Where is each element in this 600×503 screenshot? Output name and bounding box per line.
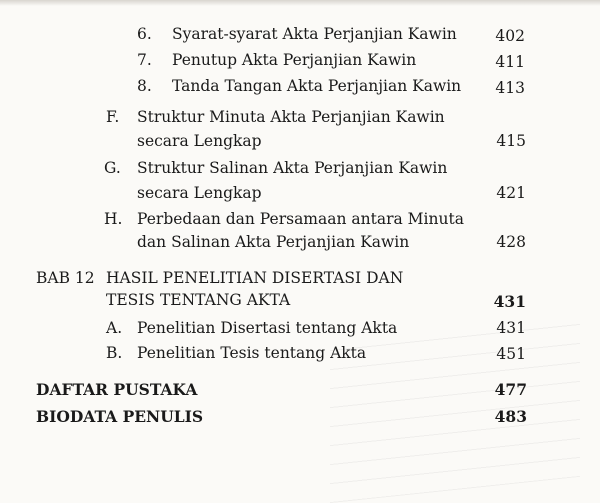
toc-item-letter: G. — [104, 159, 121, 177]
subitem-page: 431 — [496, 319, 526, 337]
subitem-page: 451 — [496, 345, 526, 363]
toc-item-page: 421 — [496, 184, 526, 202]
toc-item-title: Struktur Salinan Akta Perjanjian Kawin — [137, 159, 448, 177]
back-matter-title: BIODATA PENULIS — [36, 407, 204, 426]
toc-item-title: Perbedaan dan Persamaan antara Minuta — [137, 210, 464, 228]
chapter-page: 431 — [493, 292, 526, 311]
back-matter-page: 483 — [494, 407, 527, 426]
toc-item-page: 402 — [495, 27, 525, 45]
toc-item-title-continued: secara Lengkap — [137, 184, 262, 202]
back-matter-page: 477 — [494, 380, 527, 399]
toc-item-page: 413 — [495, 79, 525, 97]
subitem-title: Penelitian Disertasi tentang Akta — [137, 319, 398, 337]
toc-item-letter: F. — [106, 108, 120, 126]
subitem-letter: A. — [106, 319, 123, 337]
subitem-title: Penelitian Tesis tentang Akta — [137, 344, 367, 362]
subitem-letter: B. — [106, 344, 123, 362]
toc-item-title: Tanda Tangan Akta Perjanjian Kawin — [172, 77, 462, 95]
back-matter-title: DAFTAR PUSTAKA — [36, 380, 198, 399]
toc-item-number: 7. — [137, 51, 152, 69]
toc-item-title-continued: dan Salinan Akta Perjanjian Kawin — [137, 233, 410, 251]
toc-item-title: Struktur Minuta Akta Perjanjian Kawin — [137, 108, 445, 126]
toc-item-letter: H. — [104, 210, 123, 228]
page-edge — [0, 0, 600, 6]
chapter-title: HASIL PENELITIAN DISERTASI DAN — [106, 269, 404, 287]
chapter-label: BAB 12 — [36, 269, 95, 287]
toc-item-page: 428 — [496, 233, 526, 251]
chapter-title-continued: TESIS TENTANG AKTA — [106, 291, 291, 309]
toc-item-title: Syarat-syarat Akta Perjanjian Kawin — [172, 25, 457, 43]
toc-item-page: 415 — [496, 132, 526, 150]
toc-item-title: Penutup Akta Perjanjian Kawin — [172, 51, 417, 69]
toc-item-page: 411 — [495, 53, 525, 71]
toc-item-title-continued: secara Lengkap — [137, 132, 262, 150]
toc-item-number: 8. — [137, 77, 152, 95]
toc-item-number: 6. — [137, 25, 152, 43]
show-through-text — [330, 317, 580, 503]
